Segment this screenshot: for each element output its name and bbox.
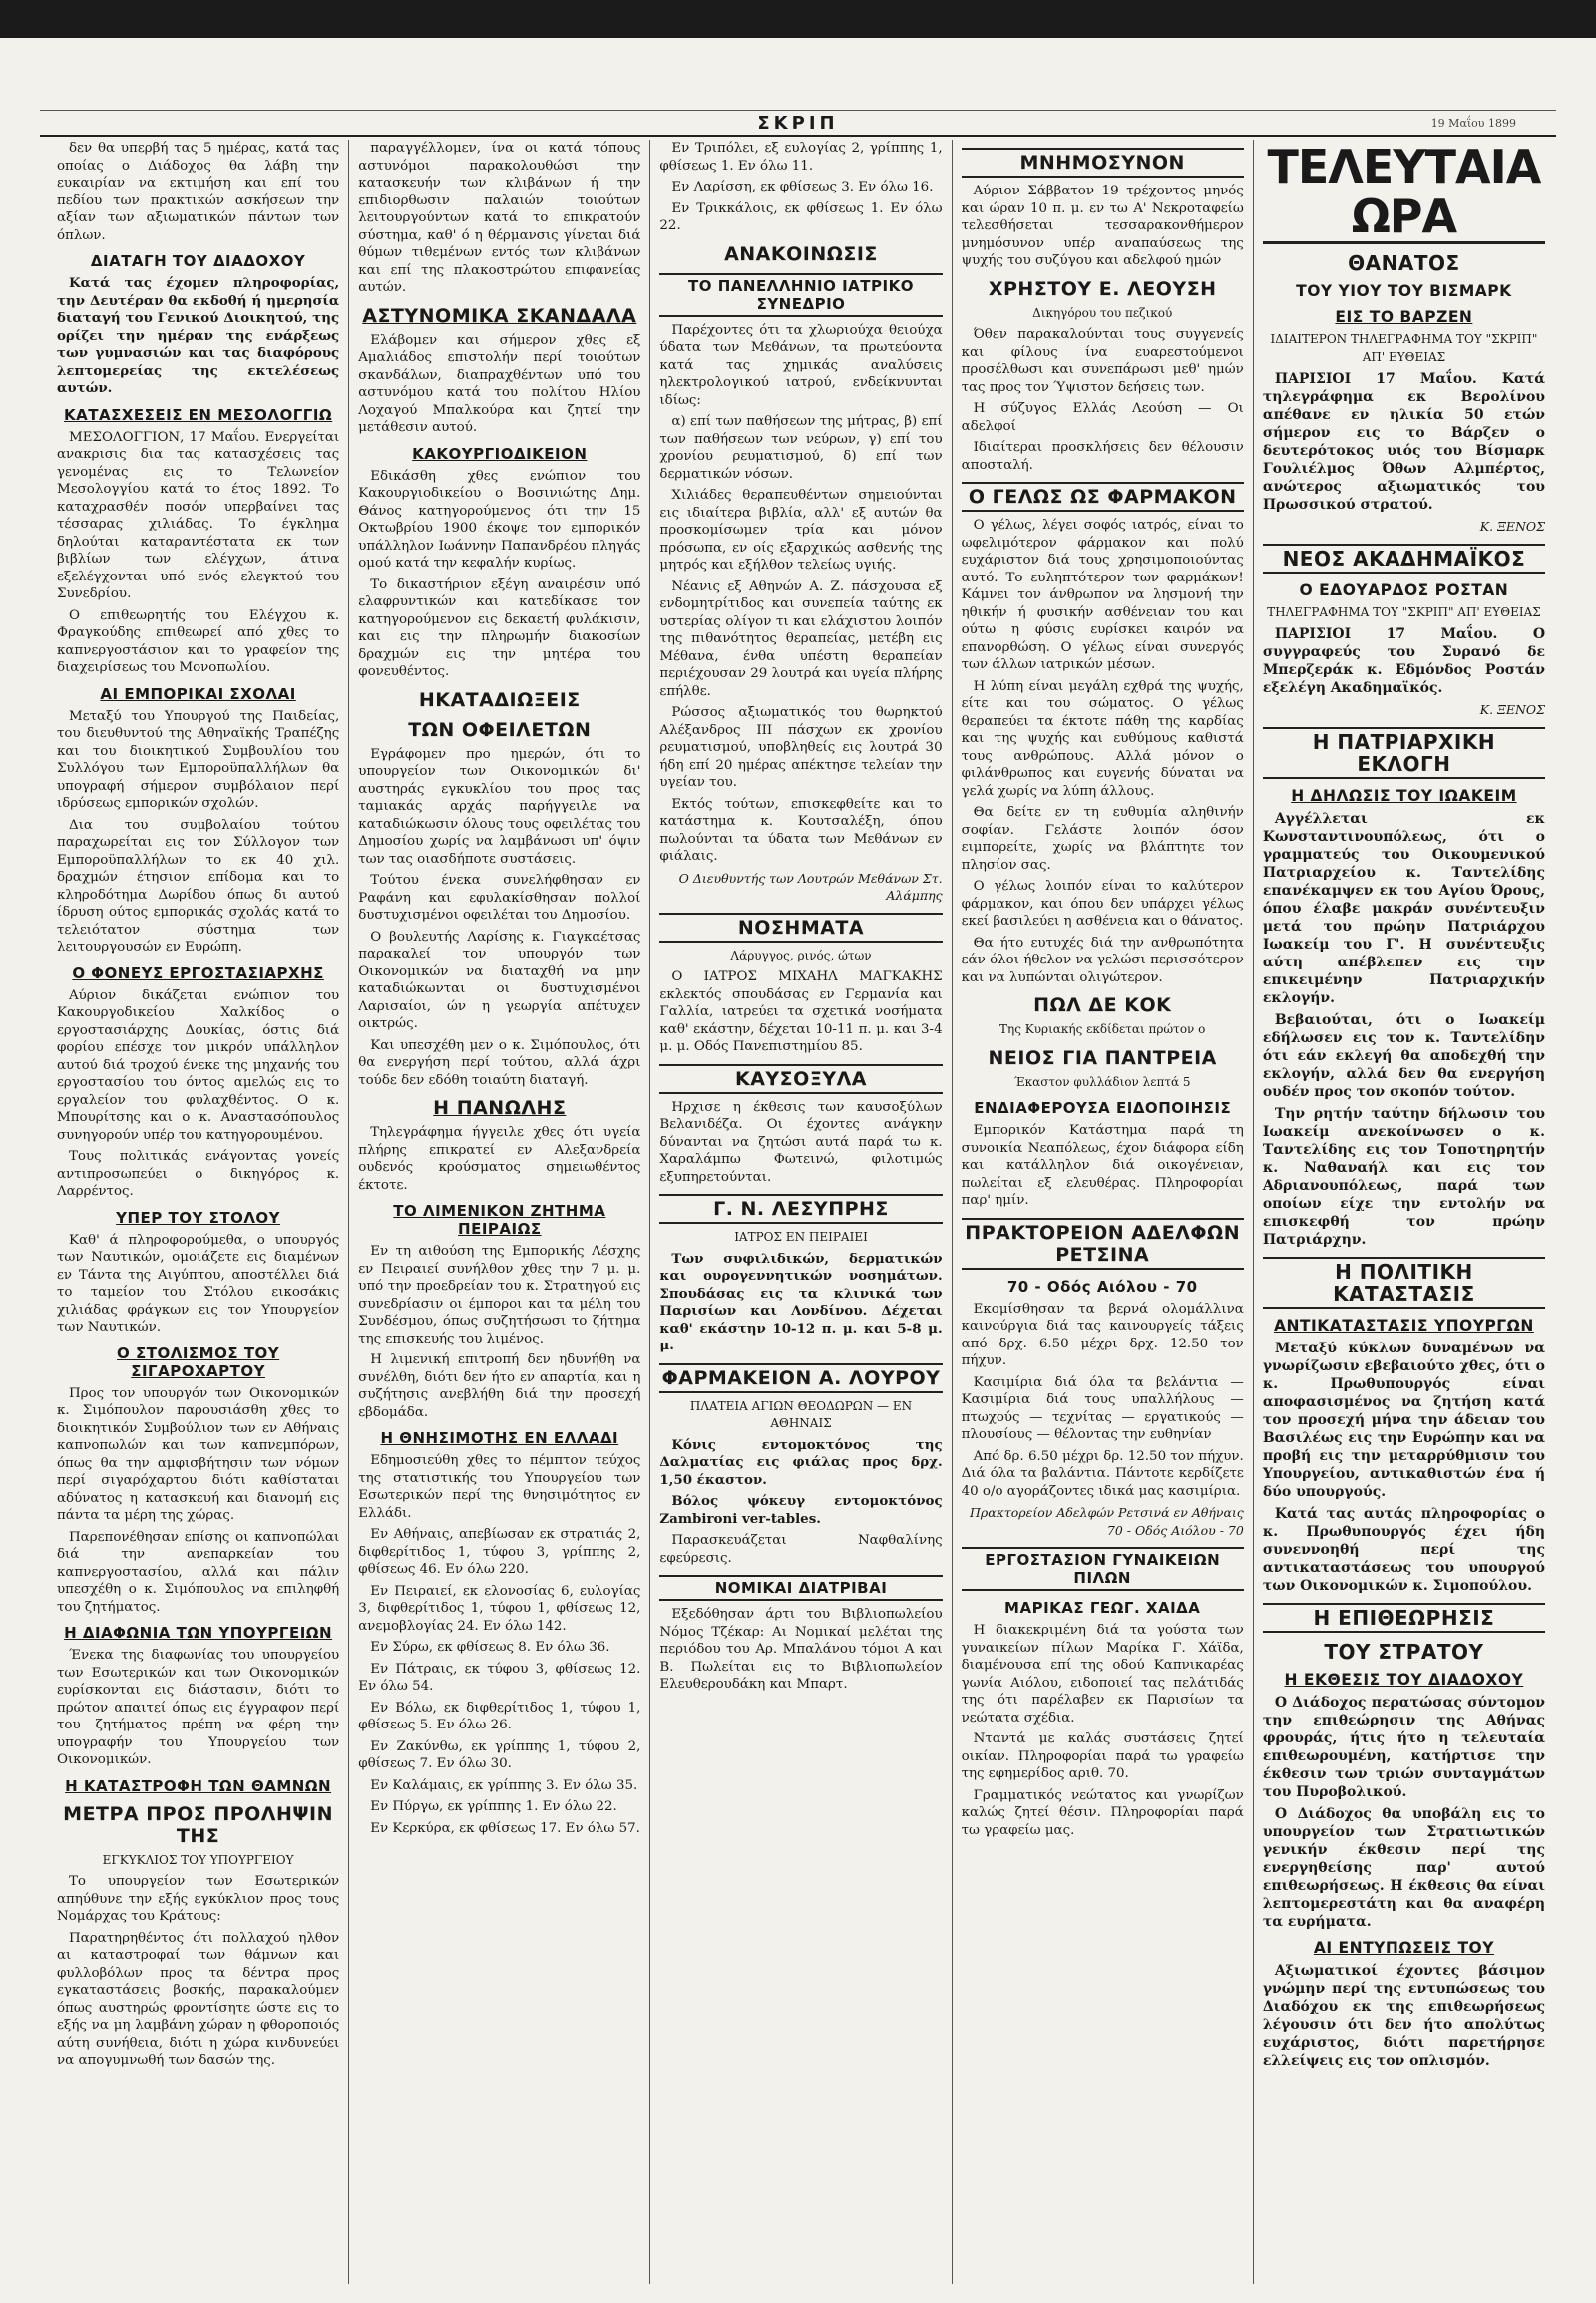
ad-text: Νταντά με καλάς συστάσεις ζητεί οικίαν. Πληροφορίαι παρά τω γραφείω της εφημερίδος αριθ. 70. — [961, 1731, 1244, 1781]
ad-text: Η διακεκριμένη διά τα γούστα των γυναικείων πίλων Μαρίκα Γ. Χάϊδα, διαμένουσα επί της οδού Καπνικαρέας γωνία Αιόλου, ειδοποιεί τας πελάτιδάς της ότι παρέλαβεν εκ Παρισίων τα νεώτατα σχέδια. — [961, 1623, 1244, 1726]
article-text: Ο γέλως λοιπόν είναι το καλύτερον φάρμακον, και όπου δεν υπάρχει γέλως εκεί βασιλεύει η ασθένεια και ο θάνατος. — [961, 879, 1244, 929]
article-heading: ΑΣΤΥΝΟΜΙΚΑ ΣΚΑΝΔΑΛΑ — [362, 304, 637, 327]
mortality-entry: Εν Βόλω, εκ διφθερίτιδος 1, τύφου 1, φθίσεως 5. Εν όλω 26. — [358, 1700, 641, 1732]
article-text: Τούτου ένεκα συνελήφθησαν εν Ραφάνη και εφυλακίσθησαν πολλοί δυστυχισμένοι οφειλέται του Δημοσίου. — [358, 873, 641, 923]
column-4 — [953, 140, 1254, 2284]
news-heading: Ο ΕΔΟΥΑΡΔΟΣ ΡΟΣΤΑΝ — [1299, 580, 1509, 599]
article-heading: Η ΘΝΗΣΙΜΟΤΗΣ ΕΝ ΕΛΛΑΔΙ — [380, 1429, 619, 1447]
mortality-entry: Εν Σύρω, εκ φθίσεως 8. Εν όλω 36. — [370, 1640, 610, 1655]
ad-heading: ΕΝΔΙΑΦΕΡΟΥΣΑ ΕΙΔΟΠΟΙΗΣΙΣ — [974, 1099, 1232, 1117]
news-text: Την ρητήν ταύτην δήλωσιν του Ιωακείμ ανεκοίνωσεν ο κ. Ταντελίδης εις τον Τοποτηρητήν κ. Ναθαναήλ και εις τον Αδριανουπόλεως, παρά των οποίων είχε την εντολήν να επισκεφθή τον πρώην Πατριάρχην. — [1262, 1105, 1546, 1248]
article-text: Ο επιθεωρητής του Ελέγχου κ. Φραγκούδης επιθεωρεί από χθες το καπνεργοστάσιον και το γραφείον της διαχειρίσεως του Μονοπωλίου. — [57, 607, 340, 675]
article-heading: Η ΔΙΑΦΩΝΙΑ ΤΩΝ ΥΠΟΥΡΓΕΙΩΝ — [64, 1624, 333, 1642]
mortality-entry: Εν Αθήναις, απεβίωσαν εκ στρατιάς 2, διφθερίτιδος 1, τύφου 3, γρίππης 2, φθίσεως 46. Εν όλω 220. — [358, 1527, 641, 1577]
news-text: ΠΑΡΙΣΙΟΙ 17 Μαΐου. Ο συγγραφεύς του Συρανό δε Μπερζεράκ κ. Εδμόνδος Ροστάν εξελέγη Ακαδημαϊκός. — [1262, 626, 1546, 696]
news-subheading: Η ΕΚΘΕΣΙΣ ΤΟΥ ΔΙΑΔΟΧΟΥ — [1284, 1670, 1524, 1689]
article-text: Εν Τρικκάλοις, εκ φθίσεως 1. Εν όλω 22. — [659, 200, 943, 233]
ad-subheading: Έκαστον φυλλάδιον λεπτά 5 — [1013, 1074, 1191, 1089]
article-text: Ο βουλευτής Λαρίσης κ. Γιαγκαέτσας παρακαλεί τον υπουργόν των Οικονομικών να διαταχθή να μην καταδιώκωνται οι δυστυχισμένοι Λαρισαίοι, ών η γεωργία απέτυχεν οικτρώς. — [358, 929, 641, 1031]
ad-heading: ΚΑΥΣΟΞΥΛΑ — [659, 1064, 942, 1094]
signature: Πρακτορείον Αδελφών Ρετσινά εν Αθήναις 70 - Οδός Αιόλου - 70 — [969, 1505, 1244, 1538]
article-text: παραγγέλλομεν, ίνα οι κατά τόπους αστυνόμοι παρακολουθώσι την κατασκευήν των κλιβάνων ή την επιδιορθωσιν παλαιών τοιούτων λειτουργούντων κατά το επικρατούν σύστημα, καθ' ό η θέρμανσις γίνεται διά θύμων τιθεμένων εντός των κλιβάνων και επί της πλακοστρώτου επιφανείας αυτών. — [358, 141, 641, 295]
ad-heading: ΝΟΣΗΜΑΤΑ — [659, 913, 942, 943]
article-text: Παρατηρηθέντος ότι πολλαχού ηλθον αι καταστροφαί των θάμνων και φυλλοβόλων προς τα δέντρα προς εγκαταστάσεις βοσκής, παρακαλούμεν όπως αυστηρώς φροντίσητε ώστε εις το εξής να μη λαμβάνη χώραν η φθοροποιός αύτη συνήθεια, διότι η χώρα κινδυνεύει να απογυμνωθή των δασών της. — [57, 1930, 340, 2068]
article-text: α) επί των παθήσεων της μήτρας, β) επί των παθήσεων των νεύρων, γ) επί του χρονίου ρευματισμού, δ) επί των δερματικών νόσων. — [659, 414, 943, 482]
ad-text: Ηρχισε η έκθεσις των καυσοξύλων Βελανιδέζα. Οι έχοντες ανάγκην δύνανται να ζητώσι αυτά παρά τω κ. Χαραλάμπω Φωτεινώ, φιλοτιμώς εξυπηρετούνται. — [659, 1099, 943, 1185]
article-text: Δια του συμβολαίου τούτου παραχωρείται εις τον Σύλλογον των Εμποροϋπαλλήλων το εκ 40 χιλ. δραχμών έτησιον επίδομα και το κληροδότημα Δωρίδου όπως δι αυτού ίδρυση ούτος εμπορικάς σχολάς κατά το τελειότατον σύστημα των λειτουργουσών εν Ευρώπη. — [57, 817, 340, 955]
ad-heading: ΠΡΑΚΤΟΡΕΙΟΝ ΑΔΕΛΦΩΝ ΡΕΤΣΙΝΑ — [962, 1218, 1244, 1270]
ad-heading: ΜΑΡΙΚΑΣ ΓΕΩΓ. ΧΑΙΔΑ — [1004, 1599, 1201, 1617]
ad-heading: ΠΩΛ ΔΕ ΚΟΚ — [1033, 994, 1172, 1016]
notice-heading: ΧΡΗΣΤΟΥ Ε. ΛΕΟΥΣΗ — [988, 277, 1217, 300]
article-heading: ΑΝΑΚΟΙΝΩΣΙΣ — [724, 242, 878, 265]
article-heading: Ο ΦΟΝΕΥΣ ΕΡΓΟΣΤΑΣΙΑΡΧΗΣ — [72, 963, 324, 982]
signature: Κ. ΞΕΝΟΣ — [1479, 519, 1546, 534]
notice-text: Αύριον Σάββατον 19 τρέχοντος μηνός και ώραν 10 π. μ. εν τω Α' Νεκροταφείω τελεσθήσεται τεσσαρακονθήμερον μνημόσυνον υπέρ αναπαύσεως της ψυχής του συζύγου και αδελφού ημών — [961, 184, 1244, 268]
news-text: Ο Διάδοχος περατώσας σύντομον την επιθεώρησιν της Αθήνας φρουράς, ήτις ήτο η τελευταία επιθεωρουμένη, κατήρτισε την έκθεσιν των τριών συνταγμάτων του Πυροβολικού. — [1262, 1694, 1546, 1800]
article-text: Παρεπονέθησαν επίσης οι καπνοπώλαι διά την ανεπαρκείαν του καπνεργοστασίου, αλλά και πάλιν υπεσχέθη ο κ. Σιμόπουλος να επιληφθή του ζητήματος. — [57, 1529, 340, 1615]
telegram-source: ΤΗΛΕΓΡΑΦΗΜΑ ΤΟΥ "ΣΚΡΙΠ" ΑΠ' ΕΥΘΕΙΑΣ — [1267, 604, 1541, 619]
last-hour-headline: ΤΕΛΕΥΤΑΙΑ ΩΡΑ — [1263, 142, 1545, 244]
signature: Ο Διευθυντής των Λουτρών Μεθάνων Στ. Αλάμπης — [678, 870, 943, 903]
ad-text: Εκομίσθησαν τα βερνά ολομάλλινα καινούργια διά τας καινουργείς τάξεις από δρχ. 6.50 μέχρι δρχ. 12.50 τον πήχυν. — [961, 1301, 1244, 1368]
article-heading: ΜΕΤΡΑ ΠΡΟΣ ΠΡΟΛΗΨΙΝ ΤΗΣ — [63, 1802, 334, 1847]
ad-heading: ΝΟΜΙΚΑΙ ΔΙΑΤΡΙΒΑΙ — [659, 1575, 942, 1601]
top-scan-band — [0, 0, 1596, 38]
column-2 — [349, 140, 650, 2284]
ad-text: Βόλος ψόκευγ εντομοκτόνος Zambironi ver-tables. — [659, 1493, 943, 1527]
newspaper-name: ΣΚΡΙΠ — [757, 112, 839, 134]
ad-subheading: ΠΛΑΤΕΙΑ ΑΓΙΩΝ ΘΕΟΔΩΡΩΝ — ΕΝ ΑΘΗΝΑΙΣ — [689, 1398, 913, 1430]
article-text: δεν θα υπερβή τας 5 ημέρας, κατά τας οποίας ο Διάδοχος θα λάβη την ευκαιρίαν να εκτιμήση και επί του πεδίου των πρακτικών ασκήσεων την αξίαν των αξιωματικών πάντων των όπλων. — [57, 141, 340, 243]
page-columns — [48, 140, 1554, 2284]
article-text: Εγράφομεν προ ημερών, ότι το υπουργείον των Οικονομικών δι' αυστηράς εγκυκλίου του προς τας ταμιακάς αρχάς παρήγγειλε να καταδιώκωσιν όλους τους οφειλέτας του Δημοσίου χωρίς να λαμβάνωσι υπ' όψιν των τας οιασδήποτε συστάσεις. — [358, 746, 641, 867]
notice-text: Η σύζυγος Ελλάς Λεούση — Οι αδελφοί — [961, 401, 1244, 434]
news-heading: ΝΕΟΣ ΑΚΑΔΗΜΑΪΚΟΣ — [1263, 544, 1545, 574]
notice-text: Ιδιαίτεραι προσκλήσεις δεν θέλουσιν αποσταλή. — [961, 440, 1244, 473]
ad-text: Των συφιλιδικών, δερματικών και ουρογεννητικών νοσημάτων. Σπουδάσας εις τα κλινικά των Παρισίων και Λονδίνου. Δέχεται καθ' εκάστην 10-12 π. μ. και 5-8 μ. μ. — [659, 1250, 943, 1353]
article-text: ΜΕΣΟΛΟΓΓΙΟΝ, 17 Μαΐου. Ενεργείται ανακρισις δια τας κατασχέσεις τας γενομένας εις το Τελωνείον Μεσολογγίου κατά το έτος 1892. Το καταχρασθέν ποσόν υπερβαίνει τας τέσσαρας χιλιάδας. Το έγκλημα δηλούται καταραντέστατα εκ των βιβλίων των ελέγχων, άτινα εξελέγχονται υπό ενός ελεγκτού του Συνεδρίου. — [57, 429, 340, 601]
news-text: Αξιωματικοί έχοντες βάσιμον γνώμην περί της εντυπώσεως του Διαδόχου εκ της επιθεωρήσεως λέγουσιν ότι δεν ήτο απολύτως ευχάριστος, διότι παρετήρησε ελλείψεις εις τον οπλισμόν. — [1262, 1962, 1546, 2069]
mortality-entry: Εν Κερκύρα, εκ φθίσεως 17. Εν όλω 57. — [370, 1820, 640, 1836]
news-heading: Η ΠΑΤΡΙΑΡΧΙΚΗ ΕΚΛΟΓΗ — [1263, 727, 1545, 779]
article-text: Τους πολιτικάς ενάγοντας γονείς αντιπροσωπεύει ο δικηγόρος κ. Λαρρέντος. — [57, 1149, 340, 1199]
telegram-source: ΙΔΙΑΙΤΕΡΟΝ ΤΗΛΕΓΡΑΦΗΜΑ ΤΟΥ "ΣΚΡΙΠ" ΑΠ' ΕΥΘΕΙΑΣ — [1270, 332, 1538, 364]
article-text: Νέανις εξ Αθηνών Α. Ζ. πάσχουσα εξ ενδομητρίτιδος και συνεπεία ταύτης εκ υστερίας ολίγον τι και ελάχιστου λοιπόν της πιθανότητος θεραπείας, μετέβη εις Μέθανα, ένθα υπέστη θεραπείαν περιέχουσαν 29 λουτρά και υγεία πλήρης επήλθε. — [659, 578, 943, 699]
ad-text: Εμπορικόν Κατάστημα παρά τη συνοικία Νεαπόλεως, έχον διάφορα είδη και κατάλληλον διά οικογένειαν, πωλείται εξ ελευθέρας. Πληροφορίαι παρ' ημίν. — [961, 1123, 1244, 1208]
article-heading: ΤΟ ΠΑΝΕΛΛΗΝΙΟ ΙΑΤΡΙΚΟ ΣΥΝΕΔΡΙΟ — [659, 273, 942, 317]
ad-subheading: Λάρυγγος, ρινός, ώτων — [730, 948, 872, 962]
column-5 — [1254, 140, 1554, 2284]
article-heading: ΤΩΝ ΟΦΕΙΛΕΤΩΝ — [408, 718, 592, 741]
news-text: ΠΑΡΙΣΙΟΙ 17 Μαΐου. Κατά τηλεγράφημα εκ Βερολίνου απέθανε εν ηλικία 50 ετών σήμερον εις το Βάρζεν ο δευτερότοκος υιός του Βίσμαρκ Γουλιέλμος Όθων Αλμπέρτος, ανώτερος αξιωματικός του Πρωσσικού στρατού. — [1262, 371, 1546, 513]
news-subheading: ΕΙΣ ΤΟ ΒΑΡΖΕΝ — [1335, 308, 1473, 326]
article-heading: ΥΠΕΡ ΤΟΥ ΣΤΟΛΟΥ — [116, 1208, 281, 1227]
news-text: Μεταξύ κύκλων δυναμένων να γνωρίζωσιν εβεβαιούτο χθες, ότι ο κ. Πρωθυπουργός είναι αποφασισμένος να ζητήση κατά τον προσεχή μήνα την άδειαν του Βασιλέως εις την Ευρώπην και να προβή εις την μεταρρύθμισιν του Υπουργείου, αντικαθιστών ένα ή δύο υπουργούς. — [1262, 1340, 1546, 1500]
article-text: Προς τον υπουργόν των Οικονομικών κ. Σιμόπουλον παρουσιάσθη χθες το διοικητικόν Συμβούλιον των εν Αθήναις καπνοπωλών και των καπνεμπόρων, όπως θα την αμφισβήτησιν των νόμων περί σιγαρόχαρτου διότι καθίσταται αδύνατος η κατασκευή και διανομή εις πάντα τα μέρη της χώρας. — [57, 1385, 340, 1523]
article-text: Το δικαστήριον εξέγη αναιρέσιν υπό ελαφρυντικών και κατεδίκασε τον κατηγορούμενον εις δεκαετή φυλάκισιν, και εις την πληρωμήν διακοσίων δραχμών εις την μητέρα του φονευθέντος. — [358, 576, 641, 679]
ad-subheading: ΙΑΤΡΟΣ ΕΝ ΠΕΙΡΑΙΕΙ — [734, 1230, 868, 1244]
news-heading: Η ΔΗΛΩΣΙΣ ΤΟΥ ΙΩΑΚΕΙΜ — [1291, 786, 1517, 805]
article-text: Παρέχοντες ότι τα χλωριούχα θειούχα ύδατα των Μεθάνων, τα πρωτεύοντα κατά τας χημικάς αναλύσεις ηλεκτρολογικού ιατρού, ενδείκνυνται ιδίως: — [659, 322, 943, 408]
article-heading: ΑΙ ΕΜΠΟΡΙΚΑΙ ΣΧΟΛΑΙ — [100, 684, 296, 703]
article-heading: ΚΑΚΟΥΡΓΙΟΔΙΚΕΙΟΝ — [412, 444, 588, 463]
article-text: Η λιμενική επιτροπή δεν ηδυνήθη να συνέλθη, διότι δεν ήτο εν απαρτία, και η συζήτησις ανεβλήθη διά την προσεχή εβδομάδα. — [358, 1352, 641, 1420]
column-1 — [48, 140, 349, 2284]
ad-subheading: Της Κυριακής εκδίδεται πρώτον ο — [999, 1022, 1206, 1036]
news-text: Ο Διάδοχος θα υποβάλη εις το υπουργείον των Στρατιωτικών γενικήν έκθεσιν περί της ενεργηθείσης παρ' αυτού επιθεωρήσεως. Η έκθεσις θα είναι λεπτομερεστάτη και θα αναφέρη τα ευρήματα. — [1262, 1805, 1546, 1930]
article-heading: Ο ΓΕΛΩΣ ΩΣ ΦΑΡΜΑΚΟΝ — [962, 482, 1244, 512]
article-text: Ρώσσος αξιωματικός του θωρηκτού Αλέξανδρος ΙΙΙ πάσχων εκ χρονίου ρευματισμού, υποβληθείς εις λουτρά 30 ήδη επί 20 ημέρας απέκτησε τελείαν την υγείαν του. — [659, 705, 943, 790]
article-heading: Η ΚΑΤΑΣΤΡΟΦΗ ΤΩΝ ΘΑΜΝΩΝ — [65, 1776, 332, 1795]
article-text: Εν τη αιθούση της Εμπορικής Λέσχης εν Πειραιεί συνήλθον χθες την 7 μ. μ. υπό την προεδρείαν του κ. Στρατηγού εις συνεδρίασιν οι έμποροι και τα μέλη του Συνδέσμου, όπως συζητήσωσι το ζήτημα της επισκευής του λιμένος. — [358, 1244, 641, 1346]
article-heading: Ο ΣΤΟΛΙΣΜΟΣ ΤΟΥ ΣΙΓΑΡΟΧΑΡΤΟΥ — [117, 1343, 280, 1380]
article-text: Αύριον δικάζεται ενώπιον του Κακουργοδικείου Χαλκίδος ο εργοστασιάρχης Δουκίας, όστις διά φορίου επέσχε τον μικρόν υπάλληλον αυτού διά τροχού ένεκε της μηχανής του εργοστασίου του όντος αμελώς εις το εργαλείον του φυλαχθέντος. Ο κ. Μπουρίτσης και ο κ. Αναστασόπουλος συνηγορούν υπέρ του κατηγορουμένου. — [57, 987, 340, 1143]
news-heading: ΑΝΤΙΚΑΤΑΣΤΑΣΙΣ ΥΠΟΥΡΓΩΝ — [1273, 1316, 1534, 1335]
article-text: Η λύπη είναι μεγάλη εχθρά της ψυχής, είτε και του σώματος. Ο γέλως θεραπεύει τα έκτοτε πάθη της καρδίας και της ψυχής και ευθύμους καθιστά τους ανθρώπους. Αλλά μόνον ο φιλάνθρωπος και ευγενής δύναται να γελά χωρίς να λύπη άλλους. — [961, 678, 1244, 799]
column-3 — [650, 140, 952, 2284]
article-heading: ΗΚΑΤΑΔΙΩΞΕΙΣ — [418, 688, 581, 711]
mortality-entry: Εν Καλάμαις, εκ γρίππης 3. Εν όλω 35. — [370, 1777, 638, 1793]
news-heading: ΑΙ ΕΝΤΥΠΩΣΕΙΣ ΤΟΥ — [1313, 1938, 1494, 1957]
article-text: Θα ήτο ευτυχές διά την ανθρωπότητα εάν όλοι ήθελον να γελώσι περισσότερον και να λυπώνται ολιγώτερον. — [961, 935, 1244, 985]
news-text: Κατά τας αυτάς πληροφορίας ο κ. Πρωθυπουργός έχει ήδη συνεννοηθή περί της αντικαταστάσεως του υπουργού των Οικονομικών κ. Σιμοπούλου. — [1262, 1505, 1546, 1594]
ad-text: Κόνις εντομοκτόνος της Δαλματίας εις φιάλας προς δρχ. 1,50 έκαστον. — [659, 1436, 943, 1488]
article-heading: ΚΑΤΑΣΧΕΣΕΙΣ ΕΝ ΜΕΣΟΛΟΓΓΙΩ — [64, 405, 333, 424]
news-heading: Η ΠΟΛΙΤΙΚΗ ΚΑΤΑΣΤΑΣΙΣ — [1263, 1257, 1545, 1309]
article-subheading: ΕΓΚΥΚΛΙΟΣ ΤΟΥ ΥΠΟΥΡΓΕΙΟΥ — [102, 1852, 294, 1867]
ad-text: Γραμματικός νεώτατος και γνωρίζων καλώς ζητεί θέσιν. Πληροφορίαι παρά τω γραφείω μας. — [961, 1787, 1244, 1838]
news-heading: ΤΟΥ ΥΙΟΥ ΤΟΥ ΒΙΣΜΑΡΚ — [1296, 282, 1512, 300]
ad-heading: ΦΑΡΜΑΚΕΙΟΝ Α. ΛΟΥΡΟΥ — [659, 1363, 942, 1393]
mortality-entry: Εν Πάτραις, εκ τύφου 3, φθίσεως 12. Εν όλω 54. — [358, 1661, 641, 1694]
ad-text: Από δρ. 6.50 μέχρι δρ. 12.50 τον πήχυν. Διά όλα τα βαλάντια. Πάντοτε κερδίζετε 40 ο/ο αγοράζοντες ιδικά μας κασιμίρια. — [961, 1448, 1244, 1499]
article-text: Ελάβομεν και σήμερον χθες εξ Αμαλιάδος επιστολήν περί τοιούτων σκανδάλων, διαπραχθέντων υπό του αστυνόμου κατά του πολίτου Ηλίου Λοχαγού Μπαλκούρα και ζητεί την μετάθεσιν αυτού. — [358, 332, 641, 435]
article-heading: ΤΟ ΛΙΜΕΝΙΚΟΝ ΖΗΤΗΜΑ ΠΕΙΡΑΙΩΣ — [393, 1202, 606, 1238]
article-text: Ένεκα της διαφωνίας του υπουργείου των Εσωτερικών και των Οικονομικών ευρίσκονται εις διάστασιν, διότι το πρώτον απαιτεί όπως εις έγγραφον περί του ζητήματος πρέπη να φέρη την υπογραφήν του Υπουργείου των Οικονομικών. — [57, 1648, 340, 1767]
masthead — [40, 110, 1556, 137]
article-text: Εδικάσθη χθες ενώπιον του Κακουργιοδικείου ο Βοσινιώτης Δημ. Θάνος κατηγορούμενος ότι την 15 Οκτωβρίου 1900 έκοψε τον εμπορικόν υπάλληλον Ιωάννην Παπανδρέου πληγάς ομού κατά την κεφαλήν κυρίως. — [358, 468, 641, 571]
article-text: Καθ' ά πληροφορούμεθα, ο υπουργός των Ναυτικών, ομοιάζετε εις διαμένων εν Τάντα της Αιγύπτου, αποστέλλει διά το ταμείον του Στόλου εικοσάκις χιλιάδας φράγκων εις τον Υπουργείον των Ναυτικών. — [57, 1232, 340, 1335]
ad-text: Παρασκευάζεται Ναφθαλίνης εφεύρεσις. — [659, 1533, 943, 1566]
article-text: Μεταξύ του Υπουργού της Παιδείας, του διευθυντού της Αθηναϊκής Τραπέζης και του διοικητικού Συμβουλίου του Συλλόγου των Εμποροϋπαλλήλων θα υπογραφή σήμερον συμβόλαιον περί ιδρύσεως εμπορικών σχολών. — [57, 708, 340, 811]
article-text: Θα δείτε εν τη ευθυμία αληθινήν σοφίαν. Γελάστε λοιπόν όσον ειμπορείτε, χωρίς να βλάπτητε τον πλησίον σας. — [961, 805, 1244, 873]
news-text: Αγγέλλεται εκ Κωνσταντινουπόλεως, ότι ο γραμματεύς του Οικουμενικού Πατριαρχείου κ. Ταντελίδης επανέκαμψεν εκ του Αγίου Όρους, όπου έλαβε μακράν συνέντευξιν μετά του πρώην Πατριάρχου Ιωακείμ του Γ'. Η συνέντευξις αύτη απέβλεπεν εις την επικειμένην Πατριαρχικήν εκλογήν. — [1262, 810, 1546, 1006]
article-text: Εδημοσιεύθη χθες το πέμπτον τεύχος της στατιστικής του Υπουργείου των Εσωτερικών περί της θνησιμότητος εν Ελλάδι. — [358, 1453, 641, 1521]
ad-text: Εξεδόθησαν άρτι του Βιβλιοπωλείου Νόμος Τζέκαρ: Αι Νομικαί μελέται της περιόδου του Αρ. Μπαλάνου τόμοι Α και Β. Πωλείται εις το Βιβλιοπωλείον Ελευθερουδάκη και Μπαρτ. — [659, 1607, 943, 1692]
mortality-entry: Εν Πειραιεί, εκ ελονοσίας 6, ευλογίας 3, διφθερίτιδος 1, τύφου 1, φθίσεως 12, ανεμοβλογίας 24. Εν όλω 142. — [358, 1583, 641, 1634]
article-text: Το υπουργείον των Εσωτερικών απηύθυνε την εξής εγκύκλιον προς τους Νομάρχας του Κράτους: — [57, 1874, 340, 1924]
article-heading: ΔΙΑΤΑΓΗ ΤΟΥ ΔΙΑΔΟΧΟΥ — [90, 252, 306, 270]
ad-heading: 70 - Οδός Αιόλου - 70 — [1006, 1277, 1198, 1296]
signature: Κ. ΞΕΝΟΣ — [1479, 702, 1546, 717]
ad-heading: Γ. Ν. ΛΕΣΥΠΡΗΣ — [659, 1194, 942, 1224]
article-text: Εκτός τούτων, επισκεφθείτε και το κατάστημα κ. Κουτσαλέξη, όπου πωλούνται τα ύδατα των Μεθάνων εν φιάλαις. — [659, 796, 943, 864]
article-text: Ο γέλως, λέγει σοφός ιατρός, είναι το ωφελιμότερον φάρμακον και πολύ ευχάριστον διά τους χρησιμοποιούντας αυτό. Το ευληπτότερον των φαρμάκων! Κάμνει τον άνθρωπον να λησμονή την ηθικήν ή φυσικήν ασθένειαν του και ούτω η φύσις ευρίσκει καιρόν να επανορθώση. Ο γέλως είναι συνεργός των άλλων ιατρικών μέσων. — [961, 518, 1244, 672]
article-heading: Η ΠΑΝΩΛΗΣ — [433, 1097, 567, 1119]
notice-heading: ΜΝΗΜΟΣΥΝΟΝ — [962, 148, 1244, 178]
news-heading: Η ΕΠΙΘΕΩΡΗΣΙΣ — [1263, 1603, 1545, 1633]
mortality-entry: Εν Πύργω, εκ γρίππης 1. Εν όλω 22. — [370, 1799, 617, 1814]
ad-text: Κασιμίρια διά όλα τα βελάντια — Κασιμίρια διά τους υπαλλήλους — πτωχούς — τεχνίτας — εργατικούς — πλουσίους — θέλοντας την ευθηνίαν — [961, 1374, 1244, 1442]
article-text: Χιλιάδες θεραπευθέντων σημειούνται εις ιδιαίτερα βιβλία, αλλ' εξ αυτών θα προσκομίσωμεν τρία και μόνον πρόσωπα, εν οίς εξαρχικώς ασθενής της μητρός και εξήλθον τελείως υγιής. — [659, 488, 943, 573]
ad-heading: ΕΡΓΟΣΤΑΣΙΟΝ ΓΥΝΑΙΚΕΙΩΝ ΠΙΛΩΝ — [962, 1547, 1244, 1591]
issue-date: 19 Μαΐου 1899 — [1430, 116, 1516, 130]
notice-text: Όθεν παρακαλούνται τους συγγενείς και φίλους ίνα ευαρεστούμενοι προσέλθωσι και συνεπάρωσι μεθ' ημών τας προς τον Ύψιστον δεήσεις των. — [961, 327, 1244, 395]
article-text: Κατά τας έχομεν πληροφορίας, την Δευτέραν θα εκδοθή ή ημερησία διαταγή του Γενικού Διοικητού, της ορίζει την ημέραν της ενάρξεως των γυμνασιών και τας διαφόρους λεπτομερείας της εκτελέσεως αυτών. — [57, 275, 340, 396]
news-heading: ΤΟΥ ΣΤΡΑΤΟΥ — [1324, 1639, 1484, 1664]
ad-text: Ο ΙΑΤΡΟΣ ΜΙΧΑΗΛ ΜΑΓΚΑΚΗΣ εκλεκτός σπουδάσας εν Γερμανία και Γαλλία, ιατρεύει τα σχετικά νοσήματα καθ' εκάστην, δέχεται 10-11 π. μ. και 3-4 μ. μ. Οδός Πανεπιστημίου 85. — [659, 969, 943, 1054]
article-text: Και υπεσχέθη μεν ο κ. Σιμόπουλος, ότι θα ενεργήση περί τούτου, αλλά άχρι τούδε δεν εδόθη τοιαύτη διαταγή. — [358, 1037, 641, 1088]
news-text: Βεβαιούται, ότι ο Ιωακείμ εδήλωσεν εις τον κ. Ταντελίδην ότι εάν εκλεγή θα αποδεχθή την εκλογήν, αλλά δεν θα ενεργήση ουδέν προς τον σκοπόν τούτον. — [1262, 1011, 1546, 1100]
ad-heading: ΝΕΙΟΣ ΓΙΑ ΠΑΝΤΡΕΙΑ — [988, 1046, 1217, 1069]
news-heading: ΘΑΝΑΤΟΣ — [1348, 251, 1460, 275]
article-text: Εν Τριπόλει, εξ ευλογίας 2, γρίππης 1, φθίσεως 1. Εν όλω 11. — [659, 141, 943, 174]
article-text: Τηλεγράφημα ήγγειλε χθες ότι υγεία πλήρης επικρατεί εν Αλεξανδρεία ουδενός κρούσματος σημειωθέντος έκτοτε. — [358, 1125, 641, 1193]
article-text: Εν Λαρίσση, εκ φθίσεως 3. Εν όλω 16. — [671, 180, 934, 194]
notice-subheading: Δικηγόρου του πεζικού — [1032, 305, 1173, 320]
mortality-entry: Εν Ζακύνθω, εκ γρίππης 1, τύφου 2, φθίσεως 7. Εν όλω 30. — [358, 1738, 641, 1771]
